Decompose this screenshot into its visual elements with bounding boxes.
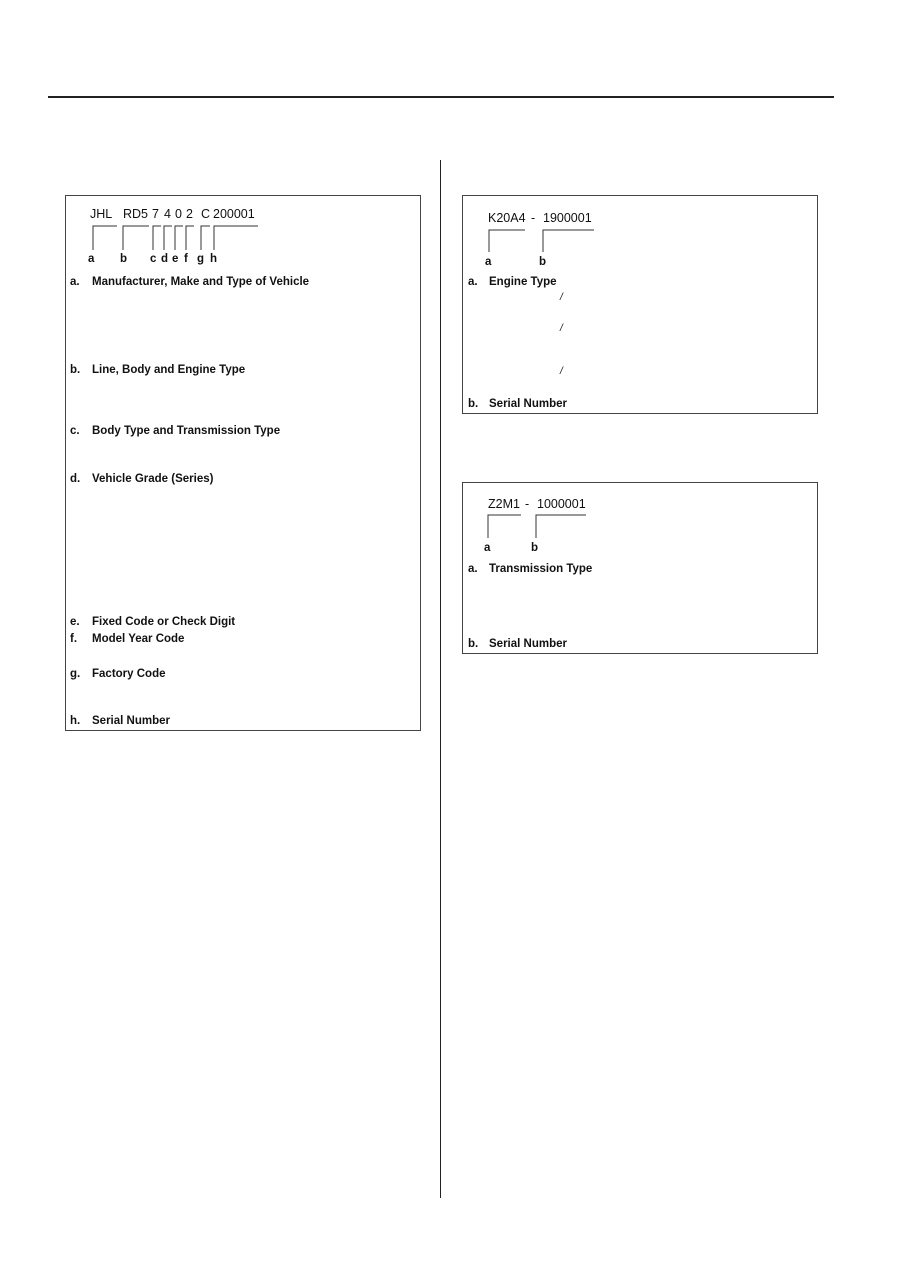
transmission-item-b: [468, 637, 567, 651]
engine-slash-1: /: [560, 292, 563, 303]
transmission-item-b-label: Serial Number: [489, 638, 567, 650]
engine-code-dash: -: [531, 211, 536, 225]
vin-item-h-label: Serial Number: [92, 715, 170, 727]
transmission-letter-a: a: [484, 542, 491, 554]
vin-letter-e: e: [172, 253, 179, 265]
top-rule: [48, 96, 834, 98]
engine-item-a: [468, 275, 557, 289]
vin-item-h-key: h.: [70, 715, 81, 727]
vin-code-f: 2: [186, 207, 193, 221]
vin-item-c-label: Body Type and Transmission Type: [92, 425, 281, 437]
transmission-code-b: 1000001: [537, 497, 586, 511]
vin-item-d: [70, 472, 213, 486]
vin-letter-c: c: [150, 253, 157, 265]
engine-letter-a: a: [485, 256, 492, 268]
engine-code-a: K20A4: [488, 211, 526, 225]
engine-item-a-key: a.: [468, 276, 478, 288]
vin-letter-a: a: [88, 253, 95, 265]
vin-letter-h: h: [210, 253, 218, 265]
vin-item-b-label: Line, Body and Engine Type: [92, 364, 246, 376]
vin-item-f-key: f.: [70, 633, 78, 645]
vin-item-f: [70, 632, 184, 646]
vin-item-a: [70, 275, 309, 289]
vin-code-a: JHL: [90, 207, 113, 221]
engine-code-b: 1900001: [543, 211, 592, 225]
vin-item-g: [70, 667, 166, 681]
vin-item-e: [70, 615, 235, 629]
engine-item-b: [468, 397, 567, 411]
vin-item-g-key: g.: [70, 668, 81, 680]
engine-panel: [462, 195, 818, 414]
transmission-letter-b: b: [531, 542, 539, 554]
vin-code-e: 0: [175, 207, 182, 221]
vin-code-b: RD5: [123, 207, 149, 221]
transmission-code-a: Z2M1: [488, 497, 520, 511]
vin-item-a-label: Manufacturer, Make and Type of Vehicle: [92, 276, 310, 288]
vin-panel: [65, 195, 421, 731]
transmission-code-dash: -: [525, 497, 530, 511]
engine-letter-b: b: [539, 256, 547, 268]
vin-item-c-key: c.: [70, 425, 80, 437]
vin-item-a-key: a.: [70, 276, 80, 288]
engine-slash-2: /: [560, 323, 563, 334]
vin-item-g-label: Factory Code: [92, 668, 166, 680]
transmission-item-b-key: b.: [468, 638, 479, 650]
transmission-item-a: [468, 562, 592, 576]
engine-item-a-label: Engine Type: [489, 276, 557, 288]
transmission-panel: [462, 482, 818, 654]
vin-code-d: 4: [164, 207, 171, 221]
vin-code-c: 7: [152, 207, 159, 221]
engine-item-b-key: b.: [468, 398, 479, 410]
column-divider: [440, 160, 441, 1198]
engine-slash-3: /: [560, 366, 563, 377]
transmission-item-a-key: a.: [468, 563, 478, 575]
vin-item-b: [70, 363, 245, 377]
vin-item-c: [70, 424, 280, 438]
engine-leader-lines: [463, 196, 819, 276]
vin-item-h: [70, 714, 170, 728]
vin-code-g: C: [201, 207, 211, 221]
vin-letter-f: f: [184, 253, 188, 265]
transmission-item-a-label: Transmission Type: [489, 563, 593, 575]
transmission-leader-lines: [463, 483, 819, 563]
vin-code-h: 200001: [213, 207, 255, 221]
vin-letter-g: g: [197, 253, 205, 265]
vin-item-f-label: Model Year Code: [92, 633, 185, 645]
vin-letter-d: d: [161, 253, 169, 265]
vin-item-e-label: Fixed Code or Check Digit: [92, 616, 236, 628]
vin-item-d-key: d.: [70, 473, 81, 485]
engine-item-b-label: Serial Number: [489, 398, 567, 410]
vin-item-e-key: e.: [70, 616, 80, 628]
vin-item-b-key: b.: [70, 364, 81, 376]
vin-item-d-label: Vehicle Grade (Series): [92, 473, 214, 485]
vin-letter-b: b: [120, 253, 128, 265]
